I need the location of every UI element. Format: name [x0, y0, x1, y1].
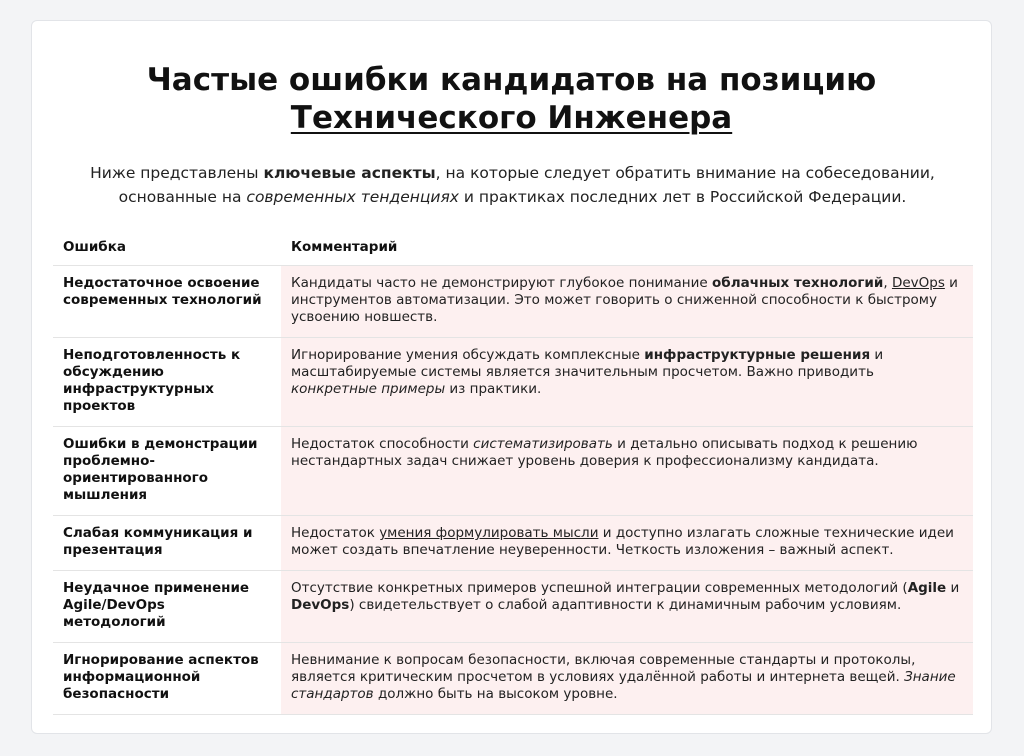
comment-underline: умения формулировать мысли [379, 525, 599, 541]
comment-text: Кандидаты часто не демонстрируют глубокое понимание [291, 275, 712, 291]
error-cell: Недостаточное освоение современных технологий [53, 266, 281, 338]
intro-text: , на которые следует обратить внимание на собеседовании, основанные на [118, 164, 935, 206]
comment-cell [281, 338, 973, 427]
table-header-row [53, 229, 973, 266]
table-row [53, 338, 973, 427]
comment-italic: систематизировать [473, 436, 613, 452]
comment-cell [281, 516, 973, 571]
comment-text: и доступно излагать сложные технические идеи может создать впечатление неуверенности. Четкость изложения – важный аспект. [291, 525, 954, 558]
intro-italic: современных тенденциях [246, 188, 459, 206]
comment-bold: DevOps [291, 597, 350, 613]
comment-text: Невнимание к вопросам безопасности, включая современные стандарты и протоколы, является критическим просчетом в условиях удалённой работы и интернета вещей. [291, 652, 916, 685]
comment-cell [281, 427, 973, 516]
comment-cell [281, 571, 973, 643]
comment-italic: Знание стандартов [291, 669, 956, 702]
comment-text: Недостаток [291, 525, 380, 541]
comment-bold: инфраструктурные решения [644, 347, 871, 363]
page-title [32, 61, 991, 137]
title-line-1: Частые ошибки кандидатов на позицию [146, 62, 877, 98]
table-row [53, 427, 973, 516]
comment-text: и [946, 580, 960, 596]
intro-text: и практиках последних лет в Российской Федерации. [458, 188, 907, 206]
error-cell: Слабая коммуникация и презентация [53, 516, 281, 571]
comment-cell [281, 266, 973, 338]
comment-bold: Agile [907, 580, 947, 596]
error-cell: Неподготовленность к обсуждению инфраструктурных проектов [53, 338, 281, 427]
intro-paragraph [62, 161, 963, 209]
error-cell: Ошибки в демонстрации проблемно-ориентированного мышления [53, 427, 281, 516]
comment-text: должно быть на высоком уровне. [373, 686, 618, 702]
header-comment: Комментарий [281, 229, 973, 266]
comment-text: , [883, 275, 892, 291]
header-error: Ошибка [53, 229, 281, 266]
comment-text: из практики. [445, 381, 542, 397]
title-line-2: Технического Инженера [290, 100, 733, 136]
comment-text: ) свидетельствует о слабой адаптивности к динамичным рабочим условиям. [349, 597, 902, 613]
error-cell: Неудачное применение Agile/DevOps методологий [53, 571, 281, 643]
comment-italic: конкретные примеры [291, 381, 446, 397]
comment-text: и инструментов автоматизации. Это может говорить о сниженной способности к быстрому усвоению новшеств. [291, 275, 958, 325]
comment-text: Игнорирование умения обсуждать комплексные [291, 347, 645, 363]
table-row [53, 643, 973, 715]
table-row [53, 516, 973, 571]
comment-cell [281, 643, 973, 715]
content-card [31, 20, 992, 734]
intro-text: Ниже представлены [90, 164, 264, 182]
comment-text: и детально описывать подход к решению нестандартных задач снижает уровень доверия к профессионализму кандидата. [291, 436, 918, 469]
comment-text: Отсутствие конкретных примеров успешной интеграции современных методологий ( [291, 580, 908, 596]
mistakes-table [53, 229, 973, 715]
table-row [53, 266, 973, 338]
intro-bold: ключевые аспекты [263, 164, 436, 182]
comment-underline: DevOps [891, 275, 945, 291]
error-cell: Игнорирование аспектов информационной безопасности [53, 643, 281, 715]
comment-text: Недостаток способности [291, 436, 474, 452]
comment-text: и масштабируемые системы является значительным просчетом. Важно приводить [291, 347, 884, 380]
comment-bold: облачных технологий [712, 275, 884, 291]
table-row [53, 571, 973, 643]
